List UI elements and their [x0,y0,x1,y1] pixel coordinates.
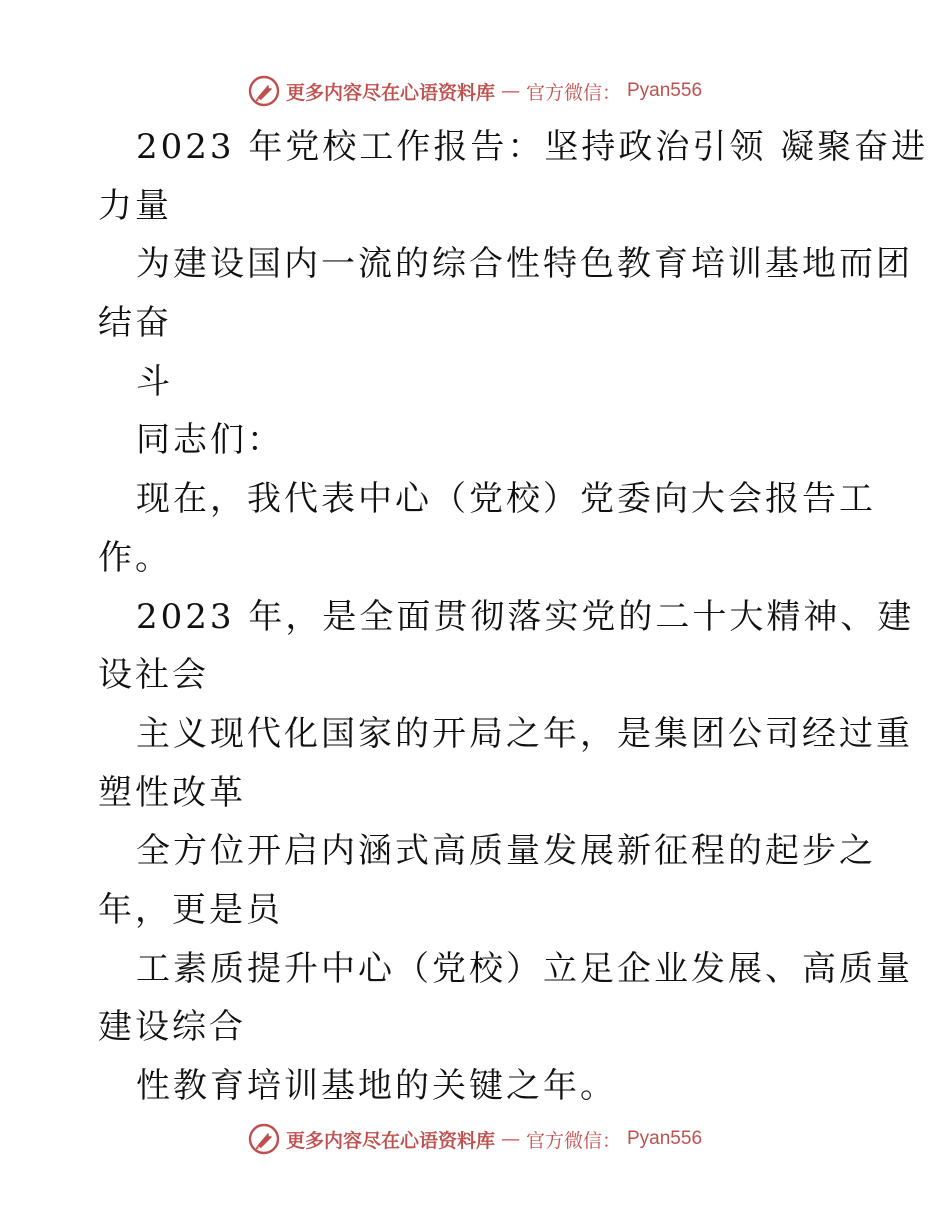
watermark-dash: — [500,1128,520,1150]
document-line: 性教育培训基地的关键之年。 [136,1066,617,1106]
document-line: 年，更是员 [98,889,283,930]
pen-logo-icon [248,75,280,107]
document-line: 作。 [98,537,172,578]
document-line: 力量 [98,185,172,226]
document-line: 现在，我代表中心（党校）党委向大会报告工 [136,479,876,520]
document-line: 主义现代化国家的开局之年，是集团公司经过重 [136,713,913,754]
watermark-handle: Pyan556 [627,1128,703,1149]
watermark-handle: Pyan556 [627,80,703,101]
document-line: 塑性改革 [98,772,246,813]
document-line: 同志们： [136,420,284,461]
header-watermark [0,71,950,111]
document-line: 斗 [136,361,173,402]
document-line: 2023 年党校工作报告：坚持政治引领 凝聚奋进 [136,127,929,167]
document-line: 结奋 [98,303,172,344]
watermark-site-text: 更多内容尽在心语资料库 [285,81,495,104]
document-body [98,118,929,1116]
document-line: 2023 年，是全面贯彻落实党的二十大精神、建 [136,596,915,637]
document-line: 建设综合 [98,1007,246,1048]
watermark-wechat-label: 官方微信： [525,81,621,104]
watermark-wechat-label: 官方微信： [525,1129,621,1152]
footer-watermark [0,1119,950,1159]
document-line: 为建设国内一流的综合性特色教育培训基地而团 [136,244,913,285]
pen-logo-icon [248,1123,280,1155]
document-line: 工素质提升中心（党校）立足企业发展、高质量 [136,948,913,989]
watermark-dash: — [500,80,520,102]
document-line: 设社会 [98,655,209,696]
watermark-site-text: 更多内容尽在心语资料库 [285,1129,495,1152]
document-line: 全方位开启内涵式高质量发展新征程的起步之 [136,831,876,872]
